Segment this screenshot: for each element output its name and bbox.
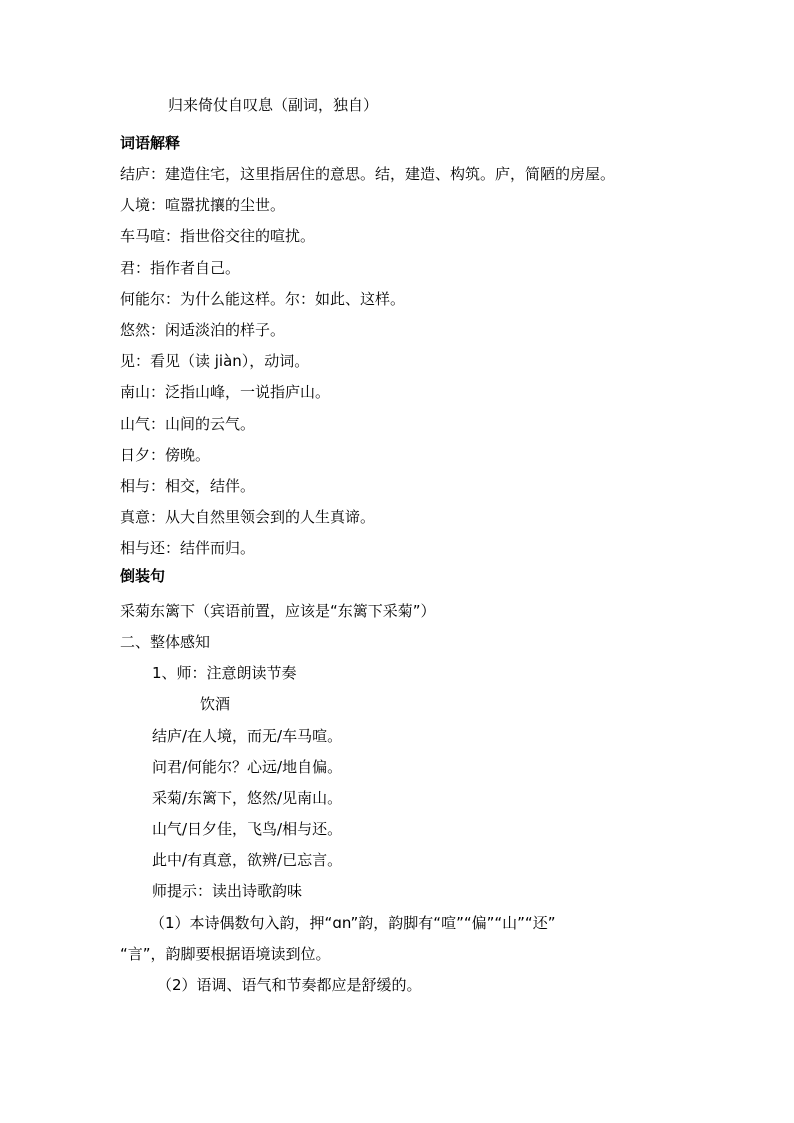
section-heading-overall: 二、整体感知	[120, 633, 211, 651]
vocab-item: 见：看见（读 jiàn），动词。	[120, 352, 310, 370]
section-heading-inversion: 倒装句	[120, 567, 166, 585]
vocab-item: 人境：喧嚣扰攘的尘世。	[120, 196, 286, 214]
vocab-item: 真意：从大自然里领会到的人生真谛。	[120, 508, 376, 526]
vocab-item: 相与：相交，结伴。	[120, 477, 256, 495]
poem-title: 饮酒	[200, 695, 231, 713]
inversion-sentence: 采菊东篱下（宾语前置，应该是“东篱下采菊”）	[120, 602, 436, 620]
poem-line: 采菊/东篱下，悠然/见南山。	[152, 789, 343, 807]
vocab-item: 结庐：建造住宅，这里指居住的意思。结，建造、构筑。庐，简陋的房屋。	[120, 165, 616, 183]
vocab-item: 君：指作者自己。	[120, 259, 241, 277]
vocab-item: 相与还：结伴而归。	[120, 539, 256, 557]
vocab-item: 日夕：傍晚。	[120, 446, 211, 464]
vocab-item: 何能尔：为什么能这样。尔：如此、这样。	[120, 290, 406, 308]
poem-line: 此中/有真意，欲辨/已忘言。	[152, 851, 343, 869]
note-item-continuation: “言”，韵脚要根据语境读到位。	[120, 945, 331, 963]
vocab-item: 悠然：闲适淡泊的样子。	[120, 321, 286, 339]
vocab-item: 车马喧：指世俗交往的喧扰。	[120, 227, 316, 245]
poem-line: 问君/何能尔？心远/地自偏。	[152, 758, 343, 776]
section-heading-vocabulary: 词语解释	[120, 134, 181, 152]
vocab-item: 南山：泛指山峰，一说指庐山。	[120, 383, 331, 401]
text-line: 归来倚仗自叹息（副词，独自）	[168, 96, 379, 114]
numbered-item: 1、师：注意朗读节奏	[152, 664, 297, 682]
note-item: （2）语调、语气和节奏都应是舒缓的。	[157, 976, 422, 994]
poem-line: 山气/日夕佳，飞鸟/相与还。	[152, 820, 343, 838]
poem-line: 结庐/在人境，而无/车马喧。	[152, 727, 343, 745]
teacher-hint: 师提示：读出诗歌韵味	[152, 882, 303, 900]
note-item: （1）本诗偶数句入韵，押“ɑn”韵，韵脚有“喧”“偏”“山”“还”	[150, 914, 556, 932]
vocab-item: 山气：山间的云气。	[120, 415, 256, 433]
